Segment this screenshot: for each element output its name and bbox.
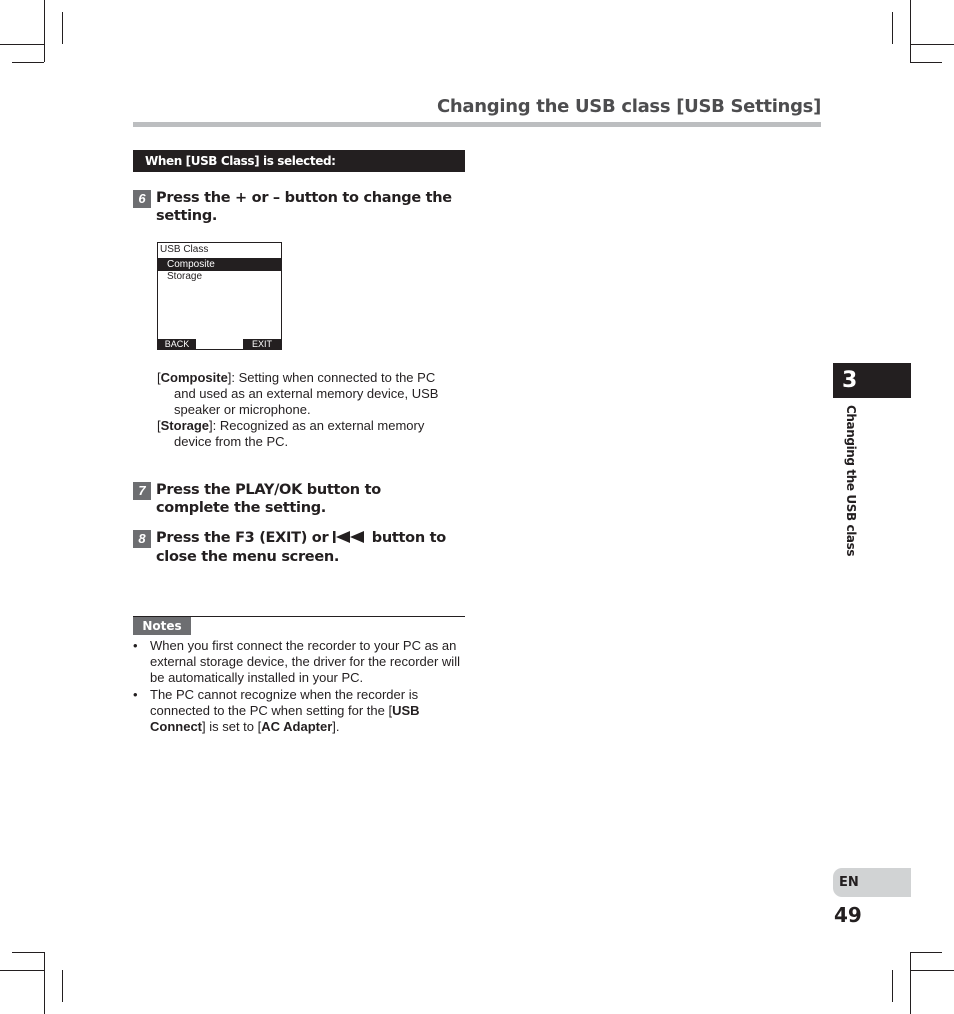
- step-number: 7: [133, 482, 151, 500]
- crop-mark: [910, 952, 911, 1014]
- crop-mark: [44, 0, 45, 62]
- crop-mark: [44, 952, 45, 1014]
- title-rule: [133, 122, 821, 127]
- step-7: [133, 482, 473, 522]
- chapter-tab: 3: [833, 363, 911, 398]
- description-text: device from the PC.: [174, 434, 289, 449]
- crop-mark: [910, 44, 954, 45]
- step-text: Press the F3 (EXIT) or button to close the menu screen.: [156, 530, 446, 565]
- step-8: [133, 530, 473, 570]
- section-label: When [USB Class] is selected:: [133, 150, 465, 172]
- lcd-softkey-back: BACK: [158, 339, 196, 349]
- step-number: 8: [133, 530, 151, 548]
- lcd-softkey-exit: EXIT: [243, 339, 281, 349]
- crop-mark: [0, 970, 44, 971]
- option-term: Storage: [160, 418, 210, 433]
- option-term: Composite: [160, 370, 228, 385]
- step-number: 6: [133, 190, 151, 208]
- option-description: [Composite]: Setting when connected to the PC and used as an external memory device, USB speaker or microphone.: [157, 370, 467, 418]
- step-text: Press the PLAY/OK button to complete the setting.: [156, 482, 381, 516]
- lcd-menu-item-selected: Composite: [158, 259, 281, 271]
- note-item: [133, 687, 473, 737]
- page-title: Changing the USB class [USB Settings]: [436, 96, 821, 117]
- note-text: The PC cannot recognize when the recorder is connected to the PC when setting for the [USB Connect] is set to [AC Adapter].: [150, 687, 420, 734]
- bullet: •: [133, 687, 138, 702]
- crop-mark: [62, 12, 63, 44]
- crop-mark: [62, 970, 63, 1002]
- lcd-title: USB Class: [160, 244, 209, 255]
- crop-mark: [910, 62, 942, 63]
- crop-mark: [892, 970, 893, 1002]
- language-tab: EN: [833, 868, 911, 897]
- description-text: and used as an external memory device, USB speaker or microphone.: [174, 386, 439, 417]
- key-label: EXIT: [265, 530, 301, 546]
- note-item: [133, 638, 473, 688]
- chapter-side-label: Changing the USB class: [844, 405, 858, 557]
- step-6: [133, 190, 473, 230]
- key-label: PLAY/OK: [235, 482, 303, 498]
- crop-mark: [910, 0, 911, 62]
- skip-back-icon: [333, 530, 367, 548]
- page-number: 49: [834, 903, 862, 927]
- step-text: Press the + or – button to change the setting.: [156, 190, 452, 224]
- crop-mark: [910, 952, 942, 953]
- key-label: F3: [235, 530, 255, 546]
- crop-mark: [910, 970, 954, 971]
- bullet: •: [133, 638, 138, 653]
- crop-mark: [0, 44, 44, 45]
- crop-mark: [12, 952, 44, 953]
- lcd-screen: [157, 242, 282, 350]
- crop-mark: [892, 12, 893, 44]
- crop-mark: [12, 62, 44, 63]
- option-description: [Storage]: Recognized as an external memory device from the PC.: [157, 418, 467, 450]
- note-text: When you first connect the recorder to your PC as an external storage device, the driver for the recorder will be automatically installed in your PC.: [150, 638, 460, 685]
- lcd-menu-item: Storage: [167, 271, 203, 282]
- notes-label: Notes: [133, 617, 191, 635]
